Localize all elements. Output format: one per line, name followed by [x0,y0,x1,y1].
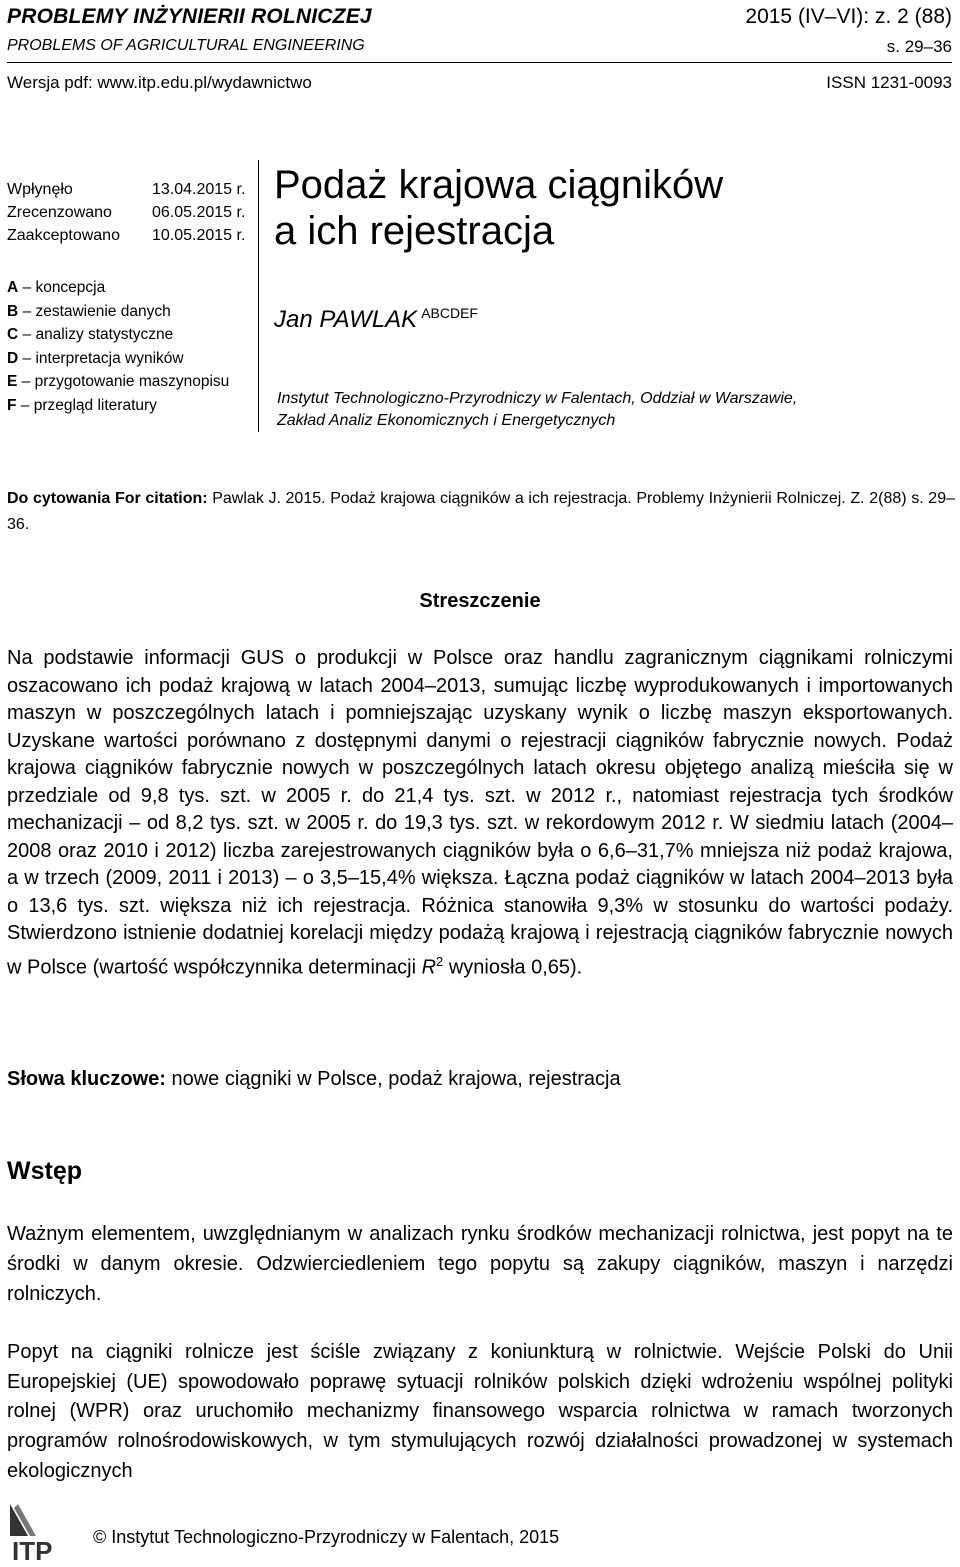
pdf-version: Wersja pdf: www.itp.edu.pl/wydawnictwo [7,73,312,92]
abstract-text: Na podstawie informacji GUS o produkcji w Polsce oraz handlu zagranicznym ciągnikami rolniczymi oszacowano ich podaż krajową w latach 2004–2013, sumując liczbę wyprodukowanych i importowanych maszyn w poszczególnych latach i pomniejszając uzyskany wynik o liczbę maszyn eksportowanych. Uzyskane wartości porównano z dostępnymi danymi o rejestracji ciągników fabrycznie nowych. Podaż krajowa ciągników fabrycznie nowych w poszczególnych latach okresu objętego analizą mieściła się w przedziale od 9,8 tys. szt. w 2005 r. do 21,4 tys. szt. w 2012 r., natomiast rejestracja tych środków mechanizacji – od 8,2 tys. szt. w 2005 r. do 19,3 tys. szt. w rekordowym 2012 r. W siedmiu latach (2004–2008 oraz 2010 i 2012) liczba zarejestrowanych ciągników była o 6,6–31,7% mniejsza niż podaż krajowa, a w trzech (2009, 2011 i 2013) – o 3,5–15,4% większa. Łączna podaż ciągników w latach 2004–2013 była o 13,6 tys. szt. większa niż ich rejestracja. Różnica stanowiła 9,3% w stosunku do wartości podaży. Stwierdzono istnienie dodatniej korelacji między podażą krajową i rejestracją ciągników fabrycznie nowych w Polsce (wartość współczynnika determinacji $R^2$ wyniosła 0,65). [7,647,953,979]
vertical-divider [258,160,259,432]
affiliation: Instytut Technologiczno-Przyrodniczy w Falentach, Oddział w Warszawie, Zakład Analiz Ekonomicznych i Energetycznych [277,390,798,429]
contribution-item: B – zestawienie danych [7,302,171,320]
citation [7,486,955,538]
page-range: s. 29–36 [886,37,952,56]
contribution-item: C – analizy statystyczne [7,326,174,343]
keywords-text: nowe ciągniki w Polsce, podaż krajowa, rejestracja [165,1068,621,1090]
date-value: 06.05.2015 r. [152,204,246,221]
section-heading: Wstęp [7,1157,82,1185]
date-value: 10.05.2015 r. [152,227,246,244]
paragraph: Popyt na ciągniki rolnicze jest ściśle związany z koniunkturą w rolnictwie. Wejście Polski do Unii Europejskiej (UE) spowodowało poprawę sytuacji rolników polskich dzięki wdrożeniu wspólnej polityki rolnej (WPR) oraz uruchomiło mechanizmy finansowego wsparcia rolnictwa w ramach tworzonych programów rolnośrodowiskowych, w tym stymulujących rozwój działalności prowadzonej w systemach ekologicznych [7,1341,953,1482]
contribution-item: F – przegląd literatury [7,396,157,414]
footer-copyright: © Instytut Technologiczno-Przyrodniczy w Falentach, 2015 [93,1527,560,1547]
dates-block [7,178,245,247]
svg-text:ITP: ITP [12,1536,53,1562]
date-row [7,224,245,247]
itp-logo [6,1502,84,1562]
date-value: 13.04.2015 r. [152,181,246,198]
header-rule [7,62,952,63]
issn: ISSN 1231-0093 [826,73,952,92]
date-row [7,201,245,224]
journal-title: PROBLEMY INŻYNIERII ROLNICZEJ [7,5,372,28]
contribution-item: E – przygotowanie maszynopisu [7,373,230,390]
keywords [7,1068,621,1091]
author-name: Jan PAWLAK [274,306,418,333]
paragraph: Ważnym elementem, uwzględnianym w analizach rynku środków mechanizacji rolnictwa, jest popyt na te środki w danym okresie. Odzwierciedleniem tego popytu są zakupy ciągników, maszyn i narzędzi rolniczych. [7,1223,953,1305]
contributions-list [7,276,229,417]
article-title: Podaż krajowa ciągników a ich rejestracja [274,163,724,253]
keywords-label: Słowa kluczowe: [7,1068,166,1090]
citation-label: Do cytowania For citation: [7,490,208,507]
journal-subtitle: PROBLEMS OF AGRICULTURAL ENGINEERING [7,37,365,54]
contribution-item: A – koncepcja [7,279,106,296]
date-label: Zaakceptowano [7,227,120,244]
date-label: Zrecenzowano [7,204,112,221]
author-contribution: ABCDEF [421,305,478,321]
contribution-item: D – interpretacja wyników [7,349,184,367]
date-label: Wpłynęło [7,181,73,198]
date-row [7,178,245,201]
abstract-heading: Streszczenie [419,590,541,612]
author [274,305,478,334]
citation-text: Pawlak J. 2015. Podaż krajowa ciągników a ich rejestracja. Problemy Inżynierii Rolniczej. Z. 2(88) s. 29–36. [7,490,955,533]
issue-number: 2015 (IV–VI): z. 2 (88) [745,5,952,28]
